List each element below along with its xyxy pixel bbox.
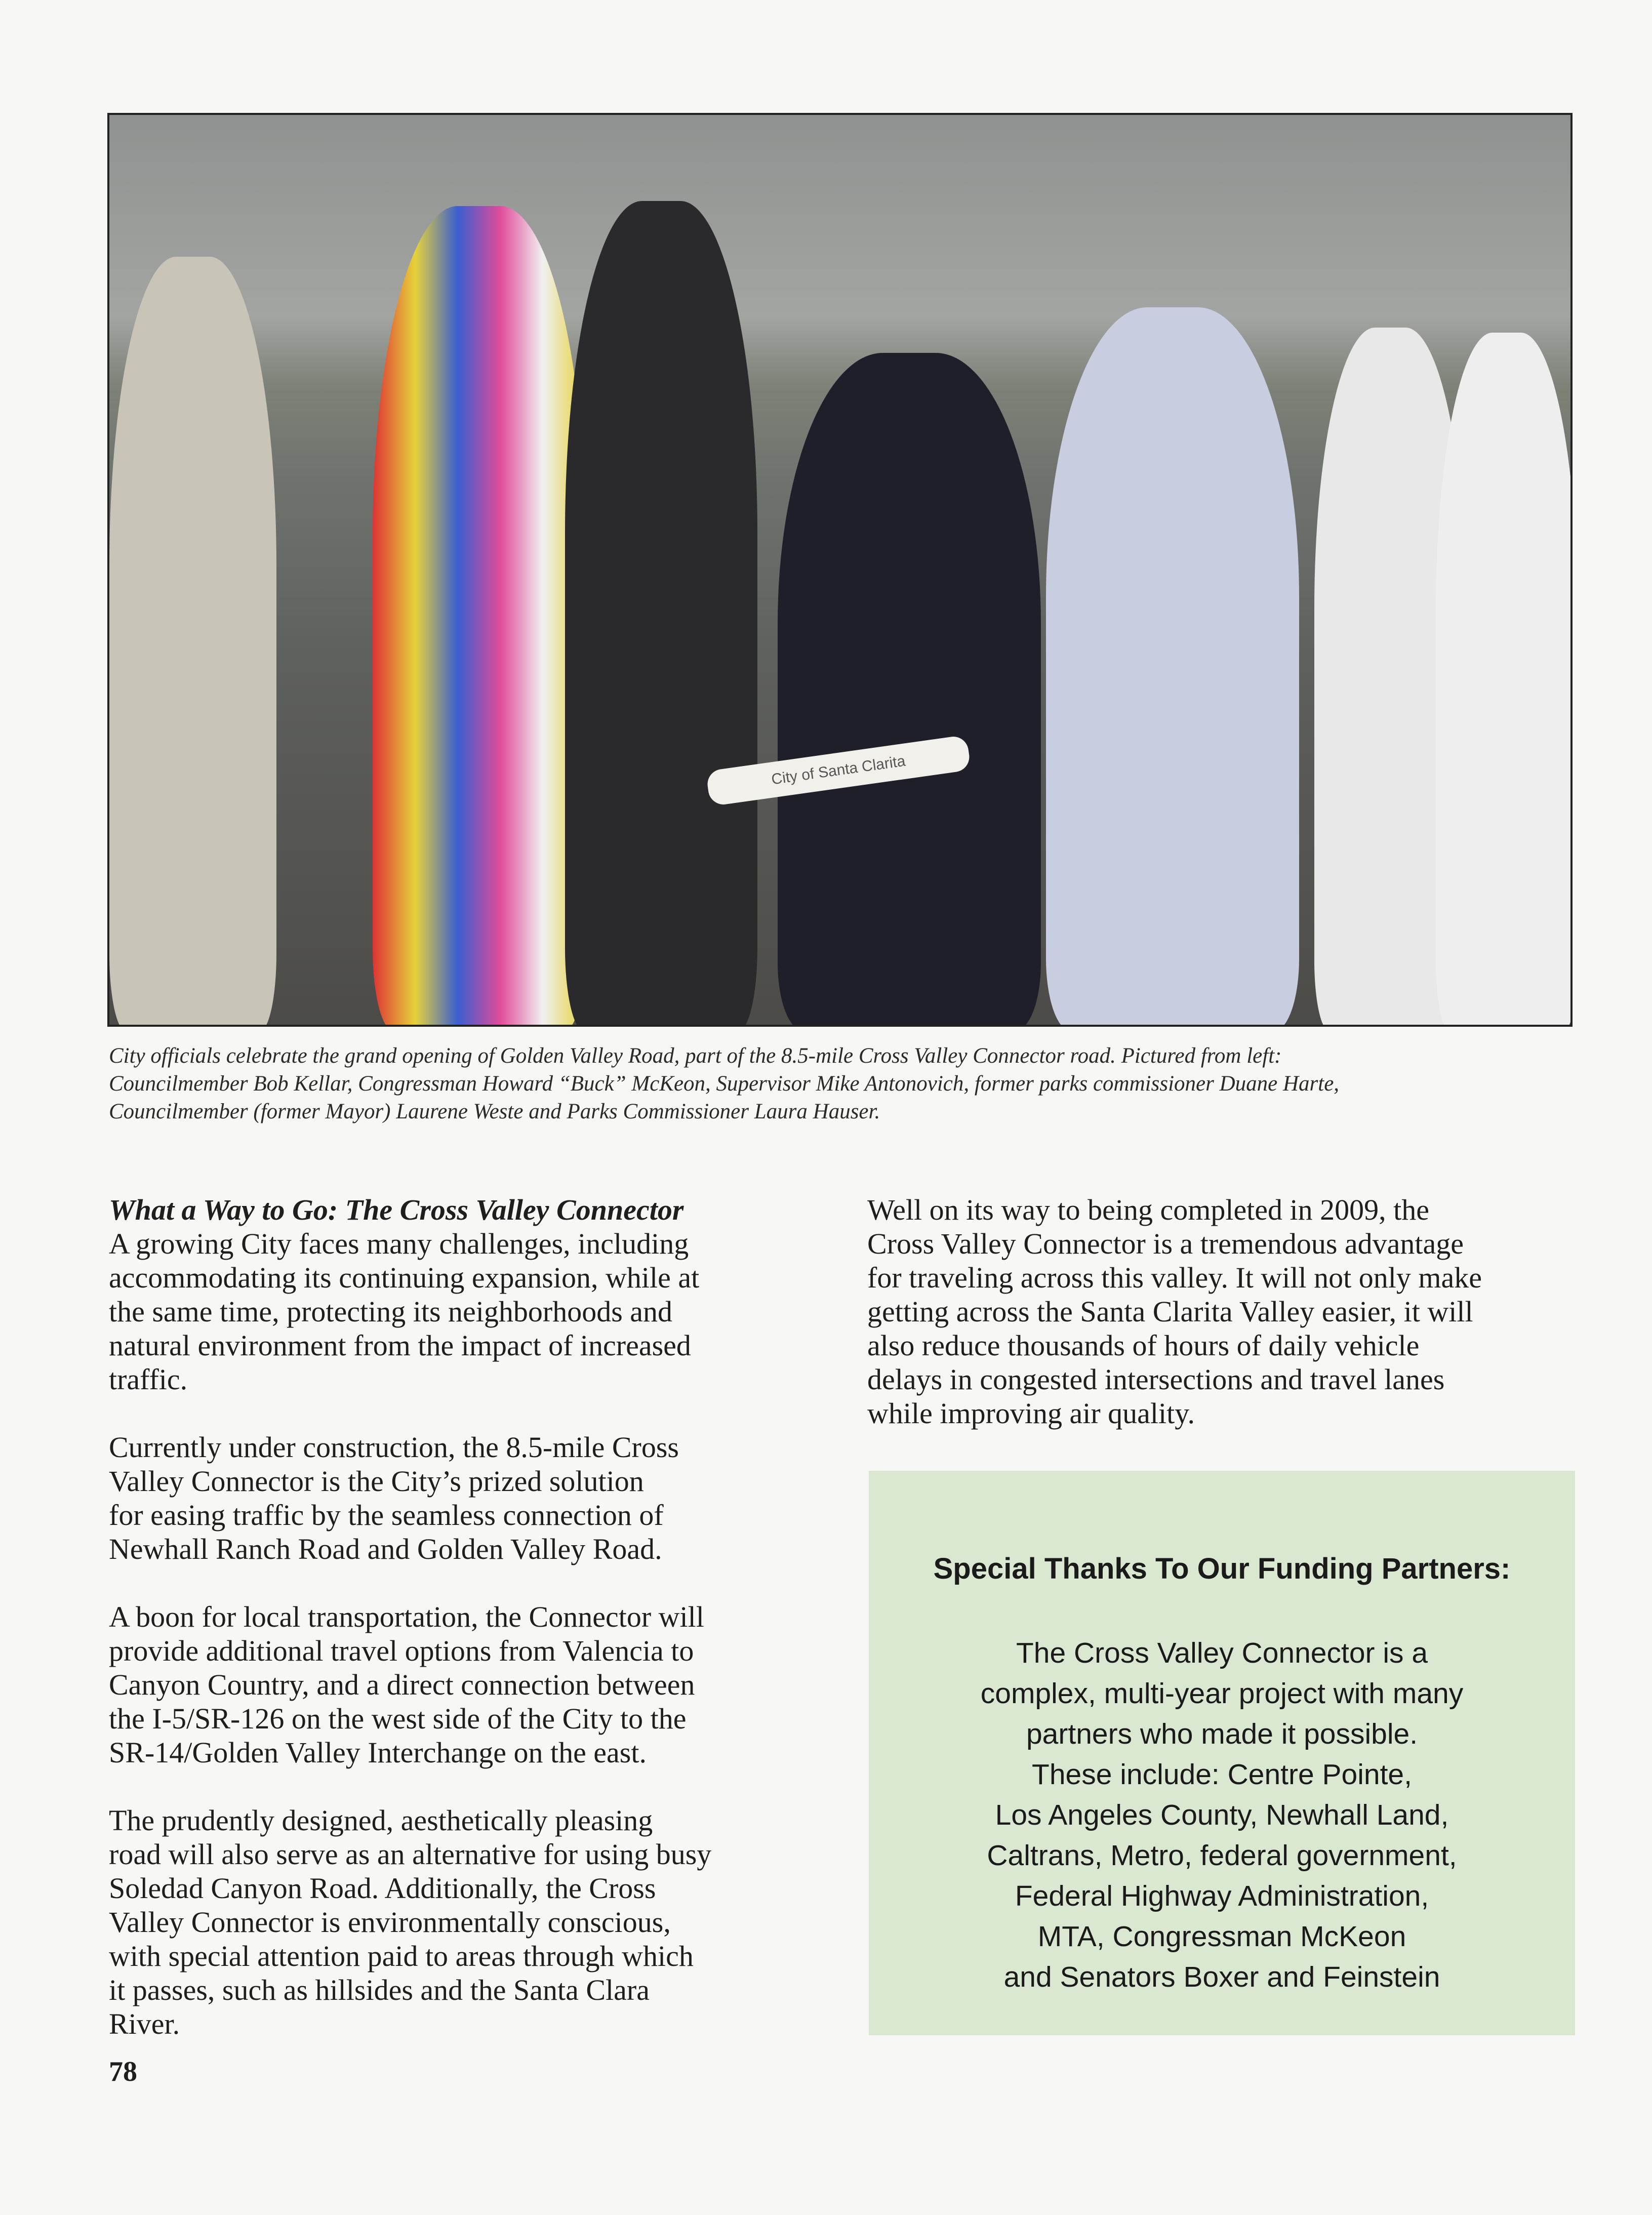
caption-line: City officials celebrate the grand opening of Golden Valley Road, part of the 8.5-mile Cross Valley Connector road. Pictured from left:: [109, 1044, 1282, 1068]
paragraph: [109, 1600, 828, 1769]
person-shape: [373, 206, 585, 1027]
text-line: natural environment from the impact of increased: [109, 1329, 691, 1362]
text-line: Valley Connector is environmentally conscious,: [109, 1906, 671, 1939]
person-shape: [1046, 307, 1299, 1027]
person-shape: [778, 353, 1041, 1027]
text-line: Los Angeles County, Newhall Land,: [995, 1799, 1449, 1831]
text-line: The prudently designed, aesthetically pleasing: [109, 1804, 653, 1837]
text-line: Well on its way to being completed in 2009, the: [867, 1193, 1430, 1226]
text-line: road will also serve as an alternative for using busy: [109, 1838, 712, 1871]
text-line: Cross Valley Connector is a tremendous advantage: [867, 1227, 1464, 1260]
text-line: it passes, such as hillsides and the Santa Clara: [109, 1974, 650, 2006]
text-line: complex, multi-year project with many: [980, 1677, 1464, 1710]
right-column: [867, 1193, 1586, 1464]
paragraph: [109, 1227, 828, 1396]
funding-box-body: [869, 1633, 1575, 1997]
text-line: Currently under construction, the 8.5-mile Cross: [109, 1431, 679, 1464]
funding-box-title: Special Thanks To Our Funding Partners:: [933, 1552, 1511, 1585]
text-line: for easing traffic by the seamless connection of: [109, 1499, 664, 1532]
text-line: Federal Highway Administration,: [1015, 1880, 1429, 1912]
text-line: the same time, protecting its neighborhoods and: [109, 1295, 673, 1328]
text-line: Canyon Country, and a direct connection between: [109, 1668, 695, 1701]
text-line: SR-14/Golden Valley Interchange on the east.: [109, 1736, 647, 1769]
text-line: The Cross Valley Connector is a: [1016, 1637, 1428, 1669]
text-line: Valley Connector is the City’s prized solution: [109, 1465, 644, 1498]
ribbon-cutting-photo: [107, 113, 1573, 1027]
giant-scissors: City of Santa Clarita: [706, 735, 972, 807]
text-line: accommodating its continuing expansion, while at: [109, 1261, 700, 1294]
text-line: provide additional travel options from Valencia to: [109, 1634, 694, 1667]
text-line: and Senators Boxer and Feinstein: [1003, 1961, 1440, 1993]
text-line: River.: [109, 2007, 180, 2040]
text-line: the I-5/SR-126 on the west side of the City to the: [109, 1702, 687, 1735]
text-line: traffic.: [109, 1363, 188, 1396]
text-line: with special attention paid to areas through which: [109, 1940, 694, 1972]
text-line: Newhall Ranch Road and Golden Valley Road.: [109, 1533, 662, 1565]
text-line: also reduce thousands of hours of daily vehicle: [867, 1329, 1420, 1362]
page-number: 78: [109, 2056, 137, 2087]
text-line: delays in congested intersections and travel lanes: [867, 1363, 1445, 1396]
paragraph: [867, 1193, 1586, 1430]
text-line: getting across the Santa Clarita Valley easier, it will: [867, 1295, 1473, 1328]
text-line: Caltrans, Metro, federal government,: [987, 1839, 1457, 1872]
text-line: A boon for local transportation, the Connector will: [109, 1600, 704, 1633]
text-line: while improving air quality.: [867, 1397, 1195, 1430]
text-line: These include: Centre Pointe,: [1032, 1758, 1412, 1791]
text-line: Soledad Canyon Road. Additionally, the Cross: [109, 1872, 656, 1905]
person-shape: [1436, 333, 1573, 1027]
person-shape: [565, 201, 757, 1027]
left-column: [109, 1193, 828, 2075]
paragraph: [109, 1803, 828, 2041]
person-shape: [109, 257, 276, 1027]
funding-partners-box: [869, 1471, 1575, 2035]
paragraph: [109, 1430, 828, 1566]
text-line: partners who made it possible.: [1026, 1718, 1418, 1750]
article-heading: What a Way to Go: The Cross Valley Connector: [109, 1193, 684, 1226]
photo-caption: [109, 1042, 1577, 1125]
text-line: MTA, Congressman McKeon: [1037, 1920, 1406, 1953]
text-line: A growing City faces many challenges, including: [109, 1227, 689, 1260]
caption-line: Councilmember (former Mayor) Laurene Weste and Parks Commissioner Laura Hauser.: [109, 1100, 880, 1123]
text-line: for traveling across this valley. It will not only make: [867, 1261, 1482, 1294]
caption-line: Councilmember Bob Kellar, Congressman Howard “Buck” McKeon, Supervisor Mike Antonovich, former parks commissioner Duane Harte,: [109, 1072, 1340, 1096]
